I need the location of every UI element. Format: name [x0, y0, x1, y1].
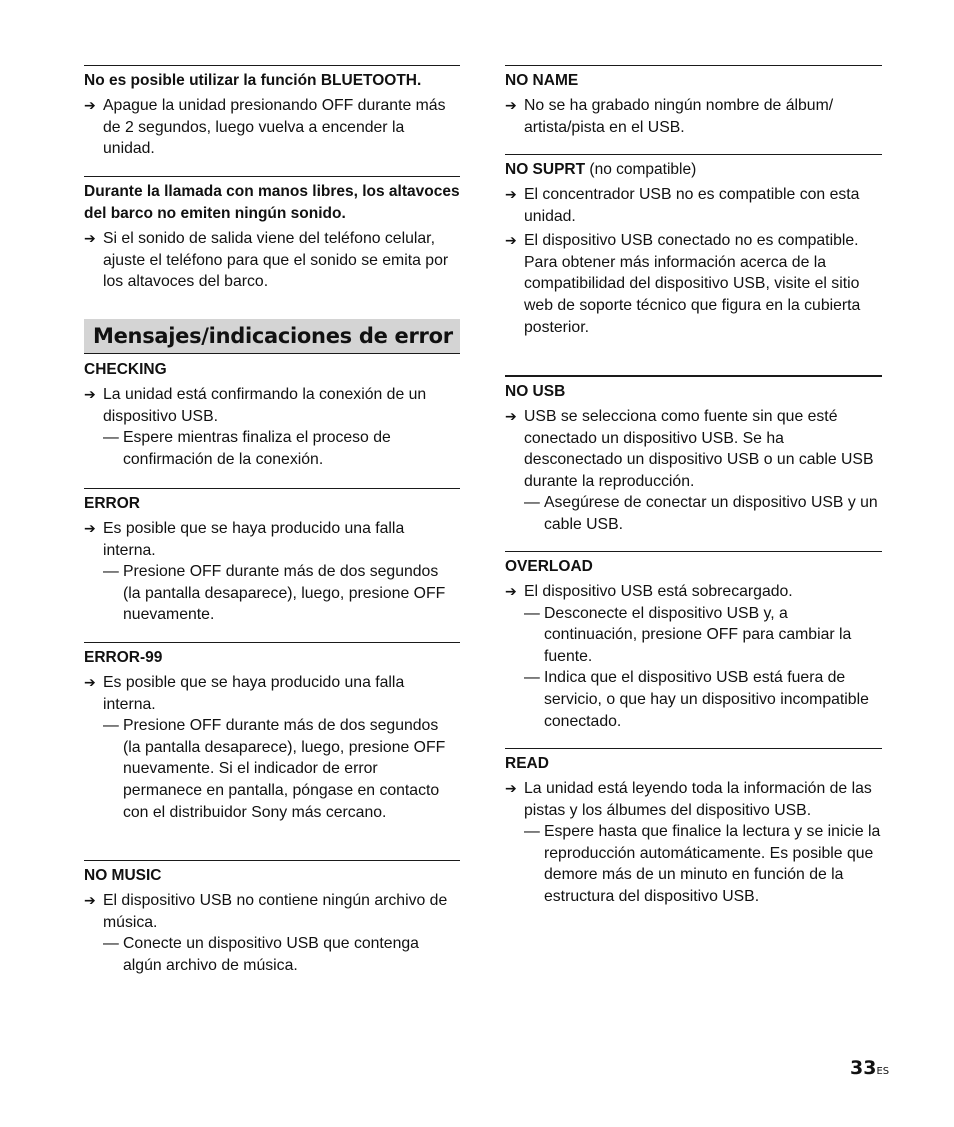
- section-read: [505, 748, 882, 908]
- sub-text: Indica que el dispositivo USB está fuera de servicio, o que hay un dispositivo incompatible conectado.: [544, 669, 869, 730]
- page-number-value: 33: [850, 1057, 877, 1079]
- item-text: Es posible que se haya producido una falla interna.: [103, 520, 405, 559]
- arrow-icon: ➔: [505, 583, 517, 599]
- sub-item: [524, 603, 882, 668]
- sub-item: [524, 821, 882, 907]
- item-extra-text: Para obtener más información acerca de la compatibilidad del dispositivo USB, visite el sitio web de soporte técnico que figura en la cubierta posterior.: [524, 253, 861, 336]
- section-title: NO NAME: [505, 72, 579, 89]
- arrow-icon: ➔: [505, 408, 517, 424]
- sub-text: Espere hasta que finalice la lectura y se inicie la reproducción automáticamente. Es posible que demore más de un minuto en función de la estructura del dispositivo USB.: [544, 823, 881, 905]
- list-item: [505, 778, 882, 908]
- dash-icon: —: [103, 717, 119, 735]
- item-text: El dispositivo USB está sobrecargado.: [524, 583, 793, 600]
- item-text: Es posible que se haya producido una falla interna.: [103, 674, 405, 713]
- list-item: [84, 890, 460, 976]
- section-checking: [84, 355, 460, 470]
- item-text: El concentrador USB no es compatible con esta unidad.: [524, 186, 860, 225]
- dash-icon: —: [103, 563, 119, 581]
- arrow-icon: ➔: [84, 520, 96, 536]
- list-item: [84, 672, 460, 823]
- section-title: No es posible utilizar la función BLUETOOTH.: [84, 72, 422, 89]
- list-item: [505, 581, 882, 732]
- section-no-suprt: [505, 154, 882, 338]
- sub-text: Conecte un dispositivo USB que contenga algún archivo de música.: [123, 935, 419, 974]
- sub-text: Desconecte el dispositivo USB y, a continuación, presione OFF para cambiar la fuente.: [544, 604, 852, 665]
- sub-text: Presione OFF durante más de dos segundos (la pantalla desaparece), luego, presione OFF nuevamente. Si el indicador de error permanece en pantalla, póngase en contacto con el distribuidor Sony más cercano.: [123, 717, 446, 821]
- title-note: (no compatible): [589, 161, 697, 178]
- list-item: [84, 384, 460, 470]
- sub-item: [103, 715, 460, 823]
- list-item: [84, 95, 460, 160]
- section-title: ERROR-99: [84, 649, 163, 666]
- section-error-99: [84, 642, 460, 823]
- sub-item: [524, 667, 882, 732]
- list-item: [505, 184, 882, 227]
- dash-icon: —: [524, 823, 540, 841]
- item-text: El dispositivo USB conectado no es compatible.: [524, 232, 859, 250]
- arrow-icon: ➔: [84, 97, 96, 113]
- arrow-icon: ➔: [505, 97, 517, 113]
- section-title: CHECKING: [84, 361, 167, 378]
- list-item: [505, 95, 882, 138]
- item-text: No se ha grabado ningún nombre de álbum/ artista/pista en el USB.: [524, 97, 834, 136]
- arrow-icon: ➔: [84, 230, 96, 246]
- banner-title: Mensajes/indicaciones de error: [93, 324, 453, 348]
- dash-icon: —: [103, 935, 119, 953]
- sub-text: Espere mientras finaliza el proceso de confirmación de la conexión.: [123, 429, 391, 468]
- section-title: NO MUSIC: [84, 867, 162, 884]
- arrow-icon: ➔: [505, 186, 517, 202]
- section-no-music: [84, 860, 460, 976]
- section-overload: [505, 551, 882, 732]
- dash-icon: —: [103, 429, 119, 447]
- sub-text: Asegúrese de conectar un dispositivo USB y un cable USB.: [544, 494, 878, 533]
- title-code: NO SUPRT: [505, 161, 586, 178]
- item-text: USB se selecciona como fuente sin que esté conectado un dispositivo USB. Se ha desconectado un dispositivo USB o un cable USB durante la reproducción.: [524, 408, 874, 490]
- section-banner: [84, 319, 460, 354]
- item-text: Apague la unidad presionando OFF durante más de 2 segundos, luego vuelva a encender la unidad.: [103, 97, 446, 158]
- section-title: NO USB: [505, 383, 566, 400]
- section-title: OVERLOAD: [505, 558, 593, 575]
- list-item: [84, 518, 460, 626]
- item-text: Si el sonido de salida viene del teléfono celular, ajuste el teléfono para que el sonido se emita por los altavoces del barco.: [103, 230, 449, 291]
- arrow-icon: ➔: [84, 892, 96, 908]
- arrow-icon: ➔: [505, 232, 517, 249]
- dash-icon: —: [524, 669, 540, 687]
- page-language-suffix: ES: [876, 1066, 890, 1077]
- sub-item: [524, 492, 882, 535]
- list-item: [505, 230, 882, 338]
- section-error: [84, 488, 460, 626]
- section-hands-free: [84, 176, 460, 293]
- page-number: [850, 1057, 889, 1079]
- arrow-icon: ➔: [505, 780, 517, 796]
- arrow-icon: ➔: [84, 674, 96, 690]
- sub-text: Presione OFF durante más de dos segundos (la pantalla desaparece), luego, presione OFF nuevamente.: [123, 563, 446, 624]
- section-title: Durante la llamada con manos libres, los altavoces del barco no emiten ningún sonido.: [84, 183, 460, 222]
- section-no-usb: [505, 375, 882, 536]
- item-text: El dispositivo USB no contiene ningún archivo de música.: [103, 892, 448, 931]
- item-text: La unidad está leyendo toda la información de las pistas y los álbumes del dispositivo USB.: [524, 780, 872, 819]
- list-item: [84, 228, 460, 293]
- dash-icon: —: [524, 604, 540, 622]
- section-no-name: [505, 65, 882, 138]
- section-title: READ: [505, 755, 549, 772]
- section-bluetooth: [84, 65, 460, 160]
- dash-icon: —: [524, 494, 540, 512]
- section-title: [505, 155, 882, 181]
- list-item: [505, 406, 882, 536]
- sub-item: [103, 933, 460, 976]
- sub-item: [103, 427, 460, 470]
- item-text: La unidad está confirmando la conexión de un dispositivo USB.: [103, 386, 427, 425]
- arrow-icon: ➔: [84, 386, 96, 402]
- sub-item: [103, 561, 460, 626]
- section-title: ERROR: [84, 495, 140, 512]
